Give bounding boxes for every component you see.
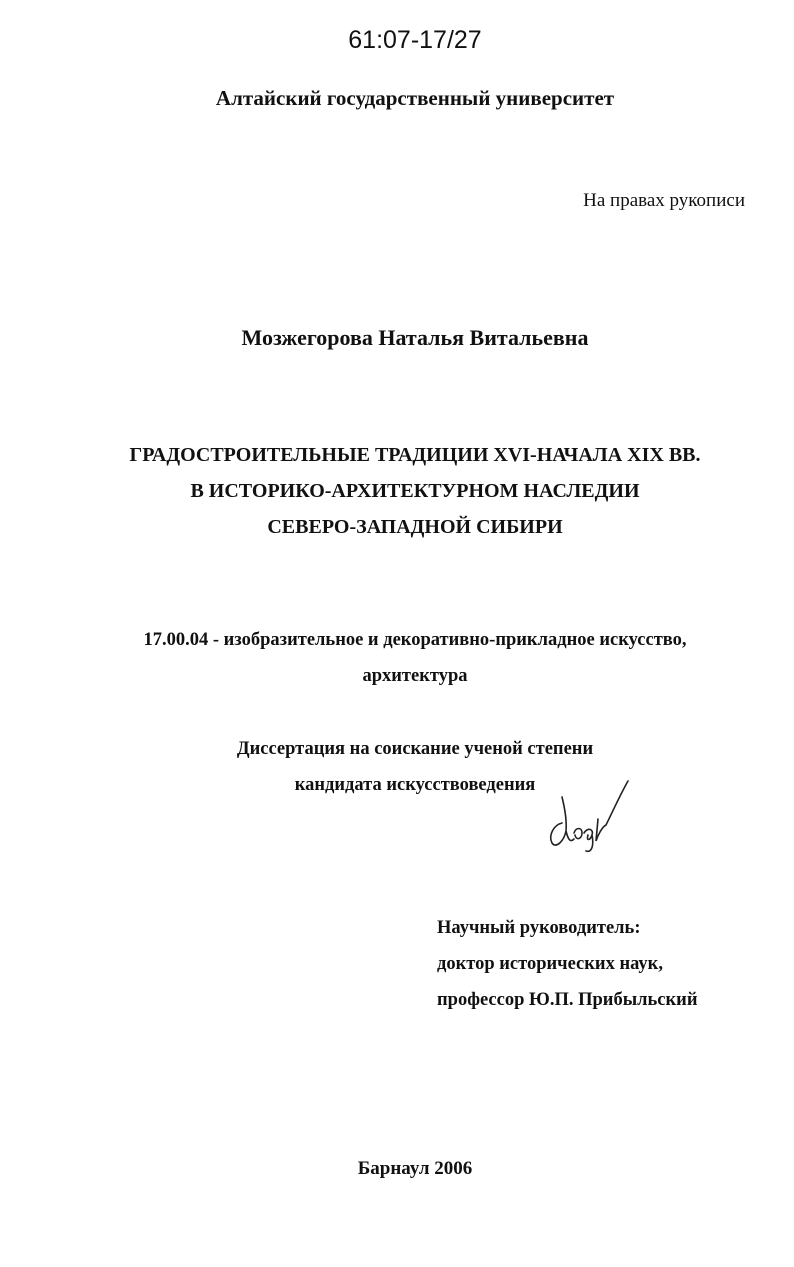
degree-line: кандидата искусствоведения	[294, 775, 536, 795]
specialty-line: 17.00.04 - изобразительное и декоративно-прикладное искусство,	[143, 630, 687, 650]
advisor-line: Научный руководитель:	[437, 918, 641, 938]
title-line: В ИСТОРИКО-АРХИТЕКТУРНОМ НАСЛЕДИИ	[190, 480, 640, 502]
specialty-code	[0, 622, 794, 694]
document-code: 61:07-17/27	[348, 26, 482, 54]
handwritten-signature	[540, 775, 635, 855]
title-line: СЕВЕРО-ЗАПАДНОЙ СИБИРИ	[267, 516, 563, 538]
scientific-advisor	[437, 910, 698, 1018]
degree-statement	[0, 731, 794, 803]
dissertation-title	[0, 437, 794, 545]
title-line: ГРАДОСТРОИТЕЛЬНЫЕ ТРАДИЦИИ XVI-НАЧАЛА XIX ВВ.	[129, 444, 701, 466]
advisor-line: доктор исторических наук,	[437, 954, 663, 974]
advisor-line: профессор Ю.П. Прибыльский	[437, 990, 698, 1010]
city-year: Барнаул 2006	[357, 1158, 473, 1179]
author-name: Мозжегорова Наталья Витальевна	[241, 325, 589, 350]
degree-line: Диссертация на соискание ученой степени	[236, 739, 594, 759]
rights-note: На правах рукописи	[583, 190, 745, 211]
specialty-line: архитектура	[362, 666, 468, 686]
university-name: Алтайский государственный университет	[215, 86, 615, 110]
